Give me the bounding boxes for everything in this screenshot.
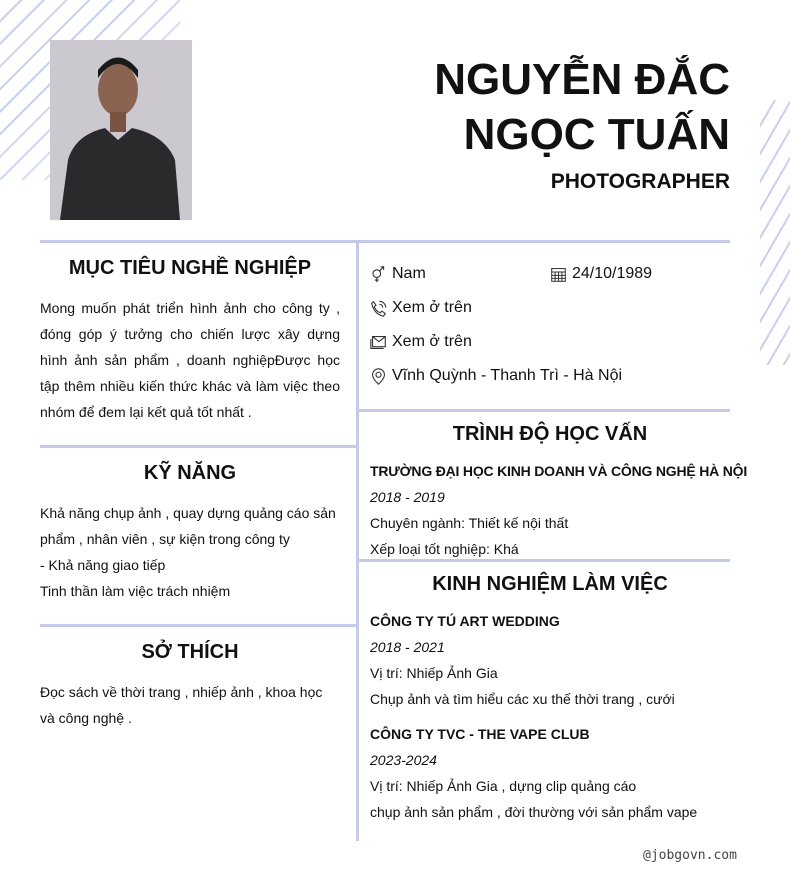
job-description: chụp ảnh sản phẩm , đời thường với sản phẩm vape (370, 804, 698, 820)
skill-item: Khả năng chụp ảnh , quay dựng quảng cáo sản phẩm , nhân viên , sự kiện trong công ty (40, 505, 336, 547)
job-entry (370, 608, 780, 712)
education-period: 2018 - 2019 (370, 489, 445, 505)
company-name: CÔNG TY TVC - THE VAPE CLUB (370, 726, 590, 742)
experience-title: KINH NGHIỆM LÀM VIỆC (432, 573, 668, 595)
address-info (370, 367, 622, 385)
job-position: Vị trí: Nhiếp Ảnh Gia (370, 665, 498, 681)
education-grade: Xếp loại tốt nghiệp: Khá (370, 541, 519, 557)
company-name: CÔNG TY TÚ ART WEDDING (370, 613, 560, 629)
divider (357, 409, 730, 412)
skills-list (40, 500, 340, 604)
job-period: 2018 - 2021 (370, 639, 445, 655)
email-value: Xem ở trên (392, 333, 472, 350)
education-title: TRÌNH ĐỘ HỌC VẤN (452, 423, 648, 445)
divider (356, 241, 359, 841)
divider (40, 445, 357, 448)
job-title: PHOTOGRAPHER (550, 170, 730, 193)
skills-title: KỸ NĂNG (143, 462, 237, 484)
divider (40, 624, 357, 627)
job-description: Chụp ảnh và tìm hiểu các xu thế thời trang , cưới (370, 691, 675, 707)
email-info (370, 333, 472, 351)
school-name: TRƯỜNG ĐẠI HỌC KINH DOANH VÀ CÔNG NGHỆ HÀ NỘI (370, 463, 748, 479)
phone-info (370, 299, 472, 317)
phone-value: Xem ở trên (392, 299, 472, 316)
job-position: Vị trí: Nhiếp Ảnh Gia , dựng clip quảng cáo (370, 778, 637, 794)
job-entry (370, 721, 780, 825)
phone-icon (370, 300, 387, 317)
education-entry (370, 458, 788, 562)
objective-text: Mong muốn phát triển hình ảnh cho công ty , đóng góp ý tưởng cho chiến lược xây dựng hình ảnh sản phẩm , doanh nghiệpĐược học tập thêm nhiều kiến thức khác và làm việc theo nhóm để đem lại kết quả tốt nhất . (40, 300, 340, 420)
skill-item: - Khả năng giao tiếp (40, 557, 166, 573)
name-line: NGỌC TUẤN (463, 110, 730, 159)
skill-item: Tinh thần làm việc trách nhiệm (40, 583, 231, 599)
address-value: Vĩnh Quỳnh - Thanh Trì - Hà Nội (392, 367, 623, 384)
gender-value: Nam (392, 265, 426, 282)
gender-icon (370, 266, 387, 283)
job-period: 2023-2024 (370, 752, 437, 768)
dob-info (550, 265, 652, 283)
divider (357, 559, 730, 562)
watermark: @jobgovn.com (643, 848, 737, 863)
decorative-stripes (760, 100, 790, 365)
name-line: NGUYỄN ĐẮC (434, 55, 730, 104)
gender-info (370, 265, 426, 283)
location-icon (370, 368, 387, 385)
mail-icon (370, 334, 387, 351)
dob-value: 24/10/1989 (572, 265, 653, 282)
hobbies-text: Đọc sách về thời trang , nhiếp ảnh , khoa học và công nghệ . (40, 684, 323, 726)
divider (40, 240, 730, 243)
education-major: Chuyên ngành: Thiết kế nội thất (370, 515, 569, 531)
hobbies-title: SỞ THÍCH (141, 641, 239, 663)
profile-photo (50, 40, 192, 220)
calendar-icon (550, 266, 567, 283)
objective-title: MỤC TIÊU NGHỀ NGHIỆP (68, 257, 312, 279)
full-name (434, 52, 730, 162)
